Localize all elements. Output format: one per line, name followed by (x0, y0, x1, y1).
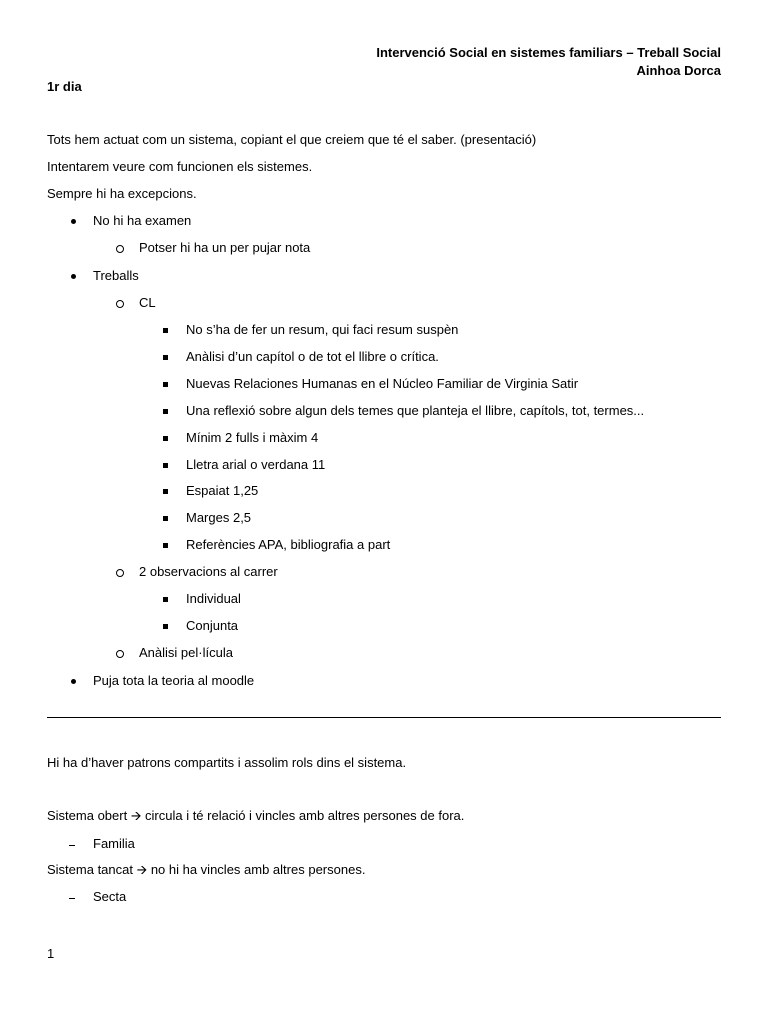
closed-system-line (47, 861, 365, 880)
list-item-works: Treballs (93, 268, 139, 283)
list-item-cl-6: Lletra arial o verdana 11 (186, 457, 326, 472)
list-item-cl-8: Marges 2,5 (186, 510, 252, 525)
closed-system-text: no hi ha vincles amb altres persones. (150, 862, 366, 877)
bullet-icon (71, 679, 76, 684)
list-item-theory: Puja tota la teoria al moodle (93, 673, 255, 688)
square-bullet-icon (163, 543, 168, 548)
square-bullet-icon (163, 436, 168, 441)
day-title: 1r dia (47, 79, 82, 94)
square-bullet-icon (163, 624, 168, 629)
header-author: Ainhoa Dorca (636, 63, 721, 78)
intro-paragraph-3: Sempre hi ha excepcions. (47, 186, 197, 201)
circle-bullet-icon (116, 300, 124, 308)
list-item-observations: 2 observacions al carrer (139, 564, 278, 579)
list-item-obs-1: Individual (186, 591, 241, 606)
bullet-icon (71, 219, 76, 224)
square-bullet-icon (163, 516, 168, 521)
open-system-label: Sistema obert (47, 808, 128, 823)
bullet-icon (71, 274, 76, 279)
list-item-cl-9: Referències APA, bibliografia a part (186, 537, 391, 552)
list-item-cl-2: Anàlisi d’un capítol o de tot el llibre o crítica. (186, 349, 439, 364)
list-item-cl-1: No s’ha de fer un resum, qui faci resum suspèn (186, 322, 459, 337)
arrow-right-icon: 🡪 (130, 809, 142, 824)
list-item-obs-2: Conjunta (186, 618, 239, 633)
open-system-text: circula i té relació i vincles amb altres persones de fora. (145, 808, 465, 823)
square-bullet-icon (163, 409, 168, 414)
list-item-cl-7: Espaiat 1,25 (186, 483, 259, 498)
square-bullet-icon (163, 463, 168, 468)
dash-bullet-icon (69, 845, 75, 846)
intro-paragraph-2: Intentarem veure com funcionen els sistemes. (47, 159, 313, 174)
list-item-cl: CL (139, 295, 156, 310)
document-header (376, 44, 721, 80)
arrow-right-icon: 🡪 (136, 863, 148, 878)
horizontal-divider (47, 717, 721, 718)
closed-system-label: Sistema tancat (47, 862, 133, 877)
intro-paragraph-1: Tots hem actuat com un sistema, copiant el que creiem que té el saber. (presentació) (47, 132, 537, 147)
list-item-cl-4: Una reflexió sobre algun dels temes que planteja el llibre, capítols, tot, termes... (186, 403, 645, 418)
open-system-example: Familia (93, 836, 135, 851)
circle-bullet-icon (116, 650, 124, 658)
circle-bullet-icon (116, 245, 124, 253)
closed-system-example: Secta (93, 889, 127, 904)
list-item-cl-3: Nuevas Relaciones Humanas en el Núcleo Familiar de Virginia Satir (186, 376, 579, 391)
list-item-exam: No hi ha examen (93, 213, 192, 228)
patterns-paragraph: Hi ha d’haver patrons compartits i assolim rols dins el sistema. (47, 755, 407, 770)
circle-bullet-icon (116, 569, 124, 577)
square-bullet-icon (163, 489, 168, 494)
dash-bullet-icon (69, 898, 75, 899)
list-item-cl-5: Mínim 2 fulls i màxim 4 (186, 430, 319, 445)
square-bullet-icon (163, 328, 168, 333)
page-number: 1 (47, 946, 55, 961)
list-item-film: Anàlisi pel·lícula (139, 645, 233, 660)
square-bullet-icon (163, 355, 168, 360)
list-item-exam-sub: Potser hi ha un per pujar nota (139, 240, 311, 255)
open-system-line (47, 807, 464, 826)
square-bullet-icon (163, 382, 168, 387)
header-course-title: Intervenció Social en sistemes familiars – Treball Social (376, 45, 721, 60)
square-bullet-icon (163, 597, 168, 602)
